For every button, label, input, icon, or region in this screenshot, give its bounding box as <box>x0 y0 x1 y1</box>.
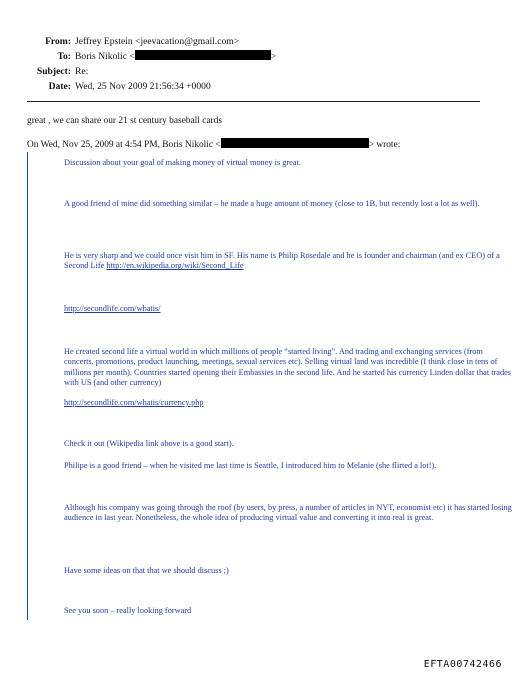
wikipedia-link[interactable]: http://en.wikipedia.org/wiki/Second_Life <box>106 261 244 271</box>
date-value: Wed, 25 Nov 2009 21:56:34 +0000 <box>75 81 211 92</box>
secondlife-whatis-link[interactable]: http://secondlife.com/whatis/ <box>64 304 161 313</box>
secondlife-currency-link[interactable]: http://secondlife.com/whatis/currency.php <box>64 398 204 407</box>
header-date <box>0 79 512 94</box>
quoted-paragraph: A good friend of mine did something similar – he made a huge amount of money (close to 1B, but recently lost a lot as well). <box>64 199 480 208</box>
redaction-block <box>135 50 271 60</box>
quoted-text: He is very sharp and we could once visit him in SF. His name is Philip Rosedale and he is founder and chairman (and ex CEO) of a Second Life <box>64 251 500 271</box>
to-suffix: > <box>270 51 277 62</box>
reply-text: great , we can share our 21 st century baseball cards <box>27 116 222 126</box>
quoted-paragraph <box>64 251 512 272</box>
quoted-paragraph <box>64 304 512 314</box>
attribution-prefix: On Wed, Nov 25, 2009 at 4:54 PM, Boris Nikolic < <box>27 140 221 150</box>
to-value-wrap <box>75 49 276 64</box>
subject-value: Re: <box>75 66 89 77</box>
quoted-paragraph <box>64 398 512 408</box>
quoted-paragraph: Although his company was going through the roof (by users, by press, a number of articles in NYT, economist etc) it has started losing audience in last year. Nonetheless, the whole idea of producing virtual value and converting it into real is great. <box>64 503 512 523</box>
quoted-paragraph: Have some ideas on that that we should discuss ;) <box>64 566 229 575</box>
to-value: Boris Nikolic < <box>75 51 135 62</box>
header-subject <box>0 64 512 79</box>
date-label: Date: <box>48 81 71 92</box>
document-id: EFTA00742466 <box>423 659 502 670</box>
quoted-paragraph: See you soon – really looking forward <box>64 606 192 615</box>
quoted-paragraph: Discussion about your goal of making money of virtual money is great. <box>64 158 301 167</box>
redaction-block <box>221 138 369 148</box>
subject-label: Subject: <box>36 66 71 77</box>
header-to <box>0 49 512 64</box>
quoted-message <box>27 152 512 620</box>
to-label: To: <box>57 51 71 62</box>
header-from <box>0 34 512 49</box>
quoted-paragraph: Check it out (Wikipedia link above is a good start). <box>64 439 234 448</box>
from-value: Jeffrey Epstein <jeevacation@gmail.com> <box>75 36 240 47</box>
quoted-paragraph: Philipe is a good friend – when he visited me last time is Seattle, I introduced him to Melanie (she flirted a lot!). <box>64 461 437 470</box>
header-divider <box>27 101 480 102</box>
quoted-paragraph: He created second life a virtual world in which millions of people “started living”. And trading and exchanging services (from concerts, promotions, product launching, meetings, sexual services etc). Selling virtual land was incredible (I think close in tens of millions per month). Countries started opening their Embassies in the second life. And he started his currency Linden dollar that trades with US (and other currency) <box>64 347 512 387</box>
quote-attribution <box>27 138 400 150</box>
email-headers <box>0 34 512 94</box>
from-label: From: <box>45 36 71 47</box>
attribution-suffix: > wrote: <box>368 140 401 150</box>
